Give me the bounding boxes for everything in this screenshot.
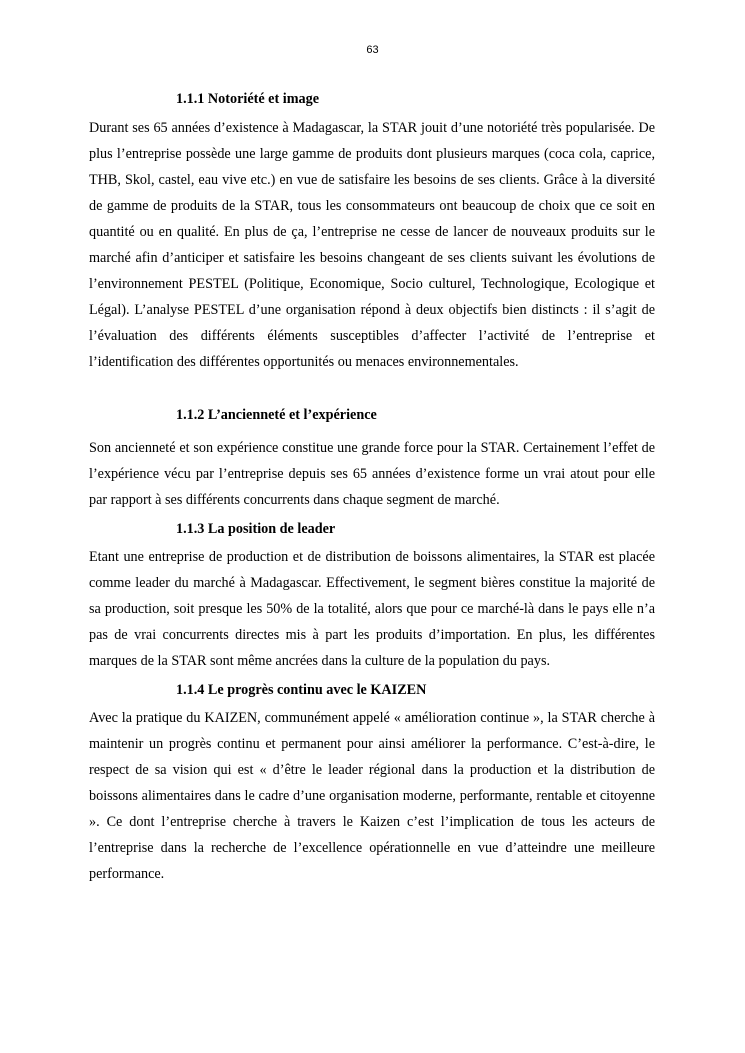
- section-paragraph: Son ancienneté et son expérience constitue une grande force pour la STAR. Certainement l’effet de l’expérience vécu par l’entreprise depuis ses 65 années d’existence forme un vrai atout pour elle par rapport à ses différents concurrents dans chaque segment de marché.: [89, 440, 655, 508]
- section-notoriete: [89, 88, 655, 375]
- section-heading: 1.1.2 L’ancienneté et l’expérience: [176, 407, 377, 423]
- page-number: 63: [366, 44, 379, 56]
- document-body: [89, 88, 655, 887]
- section-anciennete: [89, 404, 655, 513]
- section-paragraph: Etant une entreprise de production et de distribution de boissons alimentaires, la STAR est placée comme leader du marché à Madagascar. Effectivement, le segment bières constitue la majorité de sa production, soit presque les 50% de la totalité, alors que pour ce marché-là dans le pays elle n’a pas de vrai concurrents directes mis à part les produits d’importation. En plus, les différentes marques de la STAR sont même ancrées dans la culture de la population du pays.: [89, 549, 655, 669]
- section-leader: [89, 518, 655, 674]
- section-heading: 1.1.1 Notoriété et image: [176, 91, 319, 107]
- section-paragraph: Durant ses 65 années d’existence à Madagascar, la STAR jouit d’une notoriété très popularisée. De plus l’entreprise possède une large gamme de produits dont plusieurs marques (coca cola, caprice, THB, Skol, castel, eau vive etc.) en vue de satisfaire les besoins de ses clients. Grâce à la diversité de gamme de produits de la STAR, tous les consommateurs ont beaucoup de choix que ce soit en quantité ou en qualité. En plus de ça, l’entreprise ne cesse de lancer de nouveaux produits sur le marché afin d’anticiper et satisfaire les besoins changeant de ses clients suivant les évolutions de l’environnement PESTEL (Politique, Economique, Socio culturel, Technologique, Ecologique et Légal). L’analyse PESTEL d’une organisation répond à deux objectifs bien distincts : il s’agit de l’évaluation des différents éléments susceptibles d’affecter l’activité de l’entreprise et l’identification des différentes opportunités ou menaces environnementales.: [89, 120, 655, 370]
- section-kaizen: [89, 679, 655, 887]
- section-paragraph: Avec la pratique du KAIZEN, communément appelé « amélioration continue », la STAR cherche à maintenir un progrès continu et permanent pour ainsi améliorer la performance. C’est-à-dire, le respect de sa vision qui est « d’être le leader régional dans la production et la distribution de boissons alimentaires dans le cadre d’une organisation moderne, performante, rentable et citoyenne ». Ce dont l’entreprise cherche à travers le Kaizen c’est l’implication de tous les acteurs de l’entreprise dans la recherche de l’excellence opérationnelle en vue d’atteindre une meilleure performance.: [89, 710, 655, 882]
- section-heading: 1.1.4 Le progrès continu avec le KAIZEN: [176, 682, 427, 698]
- section-heading: 1.1.3 La position de leader: [176, 521, 336, 537]
